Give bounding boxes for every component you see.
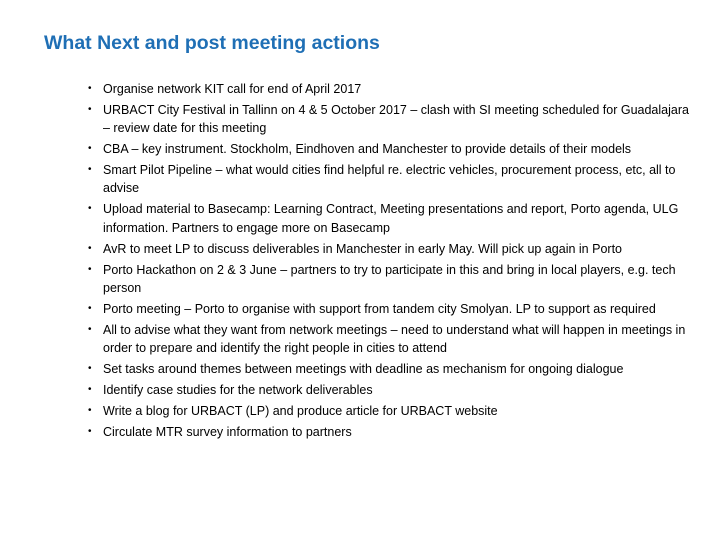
bullet-text: Porto meeting – Porto to organise with support from tandem city Smolyan. LP to support as required xyxy=(103,301,656,316)
bullet-item xyxy=(90,300,690,318)
bullet-dot-icon: • xyxy=(88,384,92,396)
bullet-text: Circulate MTR survey information to partners xyxy=(103,425,352,440)
bullet-text: Set tasks around themes between meetings with deadline as mechanism for ongoing dialogue xyxy=(103,362,624,377)
bullet-item xyxy=(90,240,690,258)
bullet-text: Porto Hackathon on 2 & 3 June – partners to try to participate in this and bring in local players, e.g. tech person xyxy=(103,262,676,295)
bullet-dot-icon: • xyxy=(88,363,92,375)
bullet-item xyxy=(90,321,690,357)
bullet-dot-icon: • xyxy=(88,302,92,314)
bullet-item xyxy=(90,101,690,137)
bullet-text: URBACT City Festival in Tallinn on 4 & 5 October 2017 – clash with SI meeting scheduled for Guadalajara – review date for this meeting xyxy=(103,103,689,136)
bullet-item xyxy=(90,80,690,98)
bullet-text: Smart Pilot Pipeline – what would cities find helpful re. electric vehicles, procurement process, etc, all to advise xyxy=(103,163,676,196)
bullet-item xyxy=(90,140,690,158)
bullet-dot-icon: • xyxy=(88,143,92,155)
bullet-dot-icon: • xyxy=(88,323,92,335)
bullet-dot-icon: • xyxy=(88,164,92,176)
bullet-dot-icon: • xyxy=(88,83,92,94)
bullet-item xyxy=(90,381,690,399)
bullet-item xyxy=(90,200,690,236)
bullet-dot-icon: • xyxy=(88,242,92,254)
bullet-item xyxy=(90,423,690,441)
bullet-dot-icon: • xyxy=(88,426,92,438)
bullet-text: Write a blog for URBACT (LP) and produce article for URBACT website xyxy=(103,404,498,419)
bullet-text: Identify case studies for the network deliverables xyxy=(103,383,373,398)
bullet-text: AvR to meet LP to discuss deliverables in Manchester in early May. Will pick up again in Porto xyxy=(103,241,622,256)
bullet-dot-icon: • xyxy=(88,263,92,275)
bullet-dot-icon: • xyxy=(88,405,92,417)
bullet-dot-icon: • xyxy=(88,203,92,215)
bullet-item xyxy=(90,261,690,297)
slide-title: What Next and post meeting actions xyxy=(44,32,380,54)
bullet-item xyxy=(90,402,690,420)
bullet-dot-icon: • xyxy=(88,104,92,115)
bullet-text: Organise network KIT call for end of April 2017 xyxy=(103,82,362,96)
bullet-list xyxy=(90,80,690,444)
bullet-text: All to advise what they want from network meetings – need to understand what will happen in meetings in order to prepare and identify the right people in cities to attend xyxy=(103,322,686,356)
bullet-item xyxy=(90,161,690,197)
bullet-text: Upload material to Basecamp: Learning Contract, Meeting presentations and report, Porto agenda, ULG information. Partners to engage more on Basecamp xyxy=(103,202,679,235)
bullet-item xyxy=(90,360,690,378)
bullet-text: CBA – key instrument. Stockholm, Eindhoven and Manchester to provide details of their models xyxy=(103,142,632,157)
